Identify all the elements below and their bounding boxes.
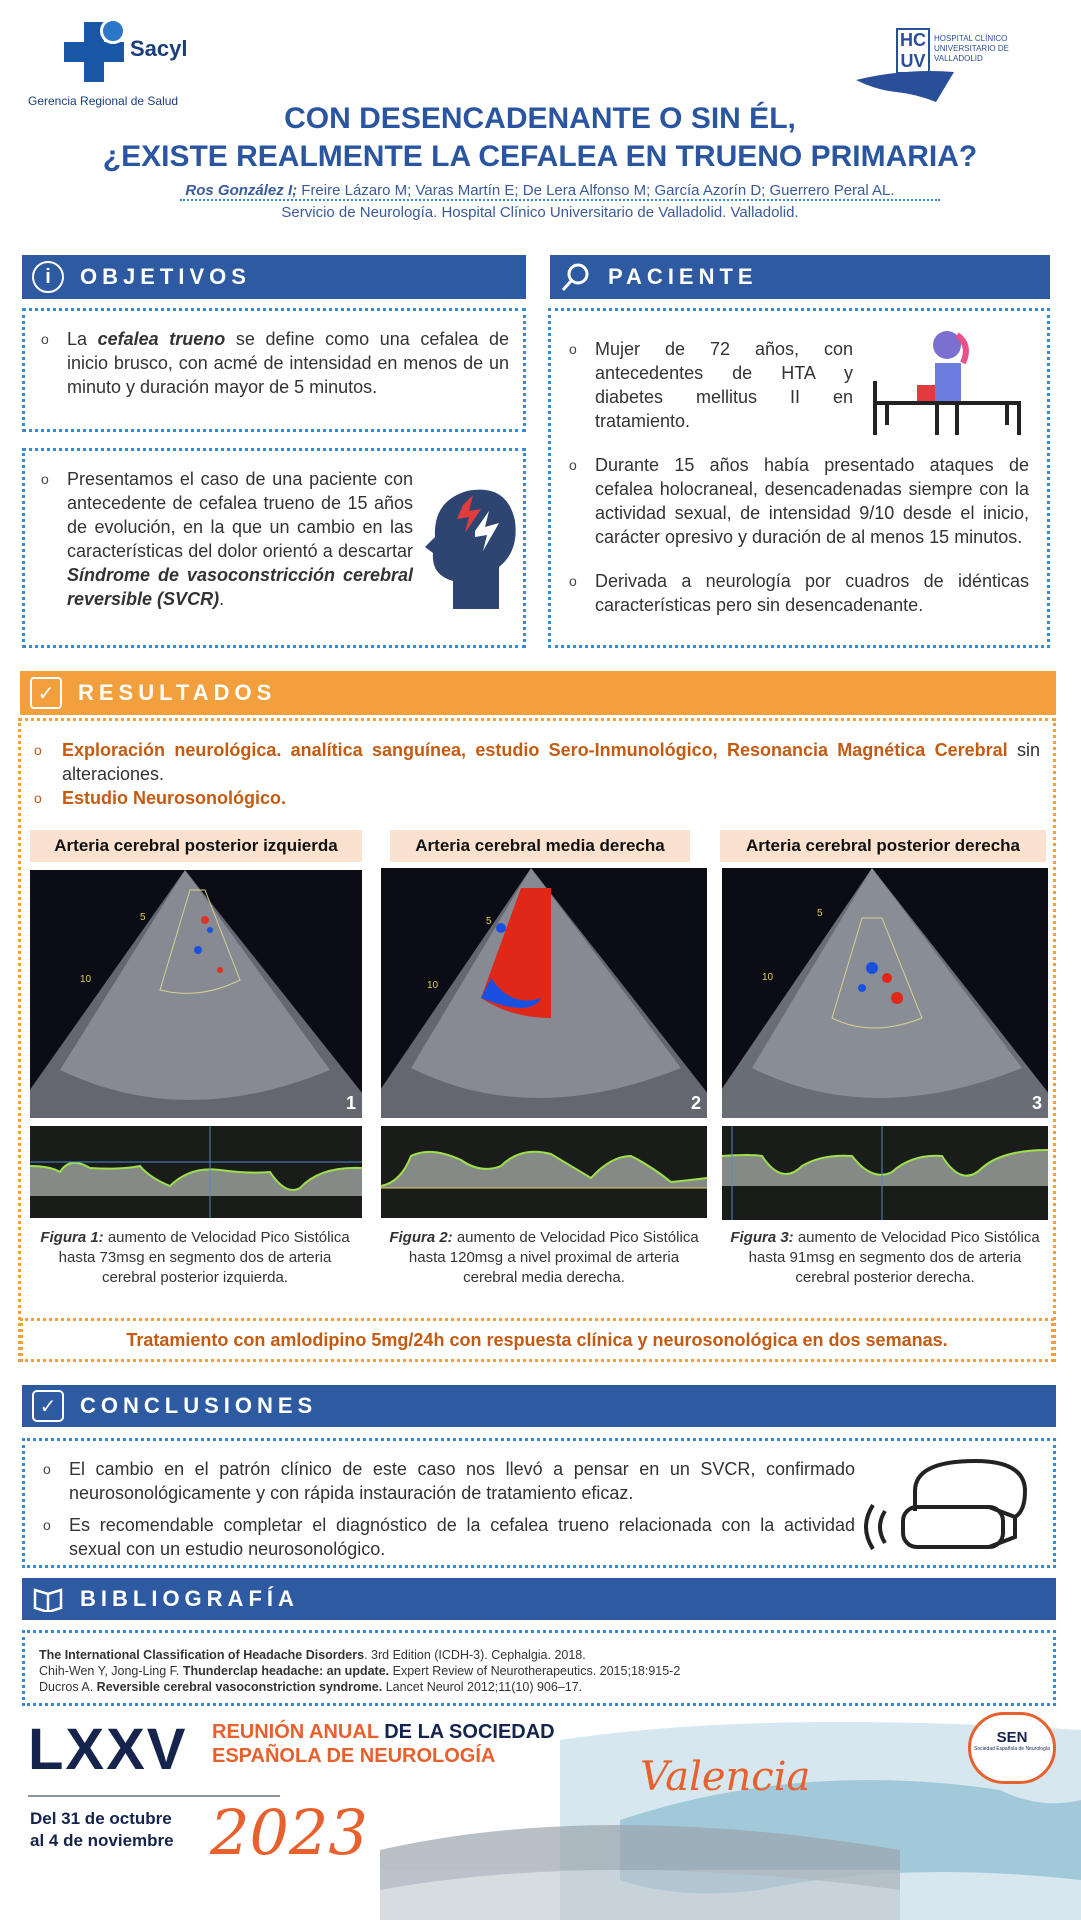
authors-divider — [180, 199, 940, 201]
figure-3-doppler — [722, 1126, 1048, 1220]
resultados-list — [28, 738, 1040, 810]
objetivos-item-1-post: se define como una cefalea de inicio brusco, con acmé de intensidad en menos de un minuto y duración mayor de 5 minutos. — [67, 329, 509, 397]
resultados-item-1-post: sin alteraciones. — [62, 740, 1040, 784]
figure-1-caption-text: aumento de Velocidad Pico Sistólica hasta 73msg en segmento dos de arteria cerebral posterior izquierda. — [58, 1229, 350, 1286]
paciente-item-1: o Mujer de 72 años, con antecedentes de HTA y diabetes mellitus II en tratamiento. — [561, 337, 853, 433]
svg-text:5: 5 — [140, 912, 146, 923]
bibliografia-box — [22, 1630, 1056, 1706]
resultados-item-1 — [28, 738, 1040, 786]
sacyl-cross-icon — [64, 22, 124, 82]
title-line-1: CON DESENCADENANTE O SIN ÉL, — [284, 102, 796, 135]
paciente-item-2: o Durante 15 años había presentado ataques de cefalea holocraneal, desencadenadas siempre con la actividad sexual, de intensidad 9/10 desde el inicio, carácter opresivo y duración de al menos 15 minutos. — [561, 453, 1029, 549]
paciente-heading: PACIENTE — [608, 264, 758, 289]
edition-number: LXXV — [28, 1717, 188, 1782]
resultados-header — [20, 671, 1056, 715]
congress-name-a: REUNIÓN ANUAL — [212, 1721, 379, 1743]
reference-1-text: . 3rd Edition (ICDH-3). Cephalgia. 2018. — [364, 1648, 586, 1662]
reference-2-authors: Chih-Wen Y, Jong-Ling F. — [39, 1664, 183, 1678]
sen-logo — [968, 1712, 1056, 1784]
objetivos-item-2-post: . — [219, 589, 225, 609]
reference-3-authors: Ducros A. — [39, 1680, 97, 1694]
book-icon — [32, 1583, 64, 1615]
congress-name-c: ESPAÑOLA DE NEUROLOGÍA — [212, 1745, 496, 1767]
conclusiones-heading: CONCLUSIONES — [80, 1393, 318, 1418]
sen-logo-text: SEN — [996, 1729, 1028, 1746]
ultrasound-probe-icon — [855, 1451, 1035, 1561]
bibliografia-header — [22, 1578, 1056, 1620]
conclusiones-item-2: o Es recomendable completar el diagnóstico de la cefalea trueno relacionada con la actividad sexual con un estudio neurosonológico. — [35, 1513, 855, 1561]
hcuv-box: HC UV — [896, 28, 930, 74]
checkbox-icon: ✓ — [32, 1390, 64, 1422]
figure-3-caption-text: aumento de Velocidad Pico Sistólica hasta 91msg en segmento dos de arteria cerebral posterior derecha. — [748, 1229, 1040, 1286]
first-author: Ros González I; — [185, 182, 298, 199]
figure-2-caption — [386, 1228, 702, 1288]
congress-dates-2: al 4 de noviembre — [30, 1831, 174, 1850]
sacyl-logo — [28, 18, 208, 113]
reference-3-title: Reversible cerebral vasoconstriction syndrome. — [96, 1680, 383, 1694]
objetivos-heading: OBJETIVOS — [80, 264, 251, 289]
objetivos-item-1 — [33, 327, 509, 399]
svg-text:5: 5 — [817, 908, 823, 919]
reference-2 — [39, 1663, 1053, 1679]
search-icon — [560, 261, 592, 293]
conclusiones-header — [22, 1385, 1056, 1427]
patient-sitting-icon — [867, 325, 1027, 445]
authors — [40, 182, 1040, 199]
figure-3-number: 3 — [1031, 1093, 1042, 1113]
figure-1-number: 1 — [345, 1093, 356, 1113]
info-icon: i — [32, 261, 64, 293]
sacyl-subtitle: Gerencia Regional de Salud — [28, 94, 179, 108]
objetivos-item-2 — [33, 467, 413, 611]
title-line-2: ¿EXISTE REALMENTE LA CEFALEA EN TRUENO PRIMARIA? — [102, 140, 978, 173]
congress-city: Valencia — [640, 1754, 811, 1800]
congress-dates-1: Del 31 de octubre — [30, 1809, 172, 1828]
figure-3-ultrasound — [722, 868, 1048, 1118]
congress-name-b: DE LA SOCIEDAD — [378, 1721, 555, 1743]
sacyl-name: Sacyl — [130, 36, 188, 61]
resultados-item-2-highlight: Estudio Neurosonológico. — [62, 788, 286, 808]
congress-year: 2023 — [210, 1796, 368, 1869]
paciente-item-3: o Derivada a neurología por cuadros de idénticas características pero sin desencadenante. — [561, 569, 1029, 617]
figure-2-caption-bold: Figura 2: — [389, 1229, 453, 1246]
sen-logo-subtext: Sociedad Española de Neurología — [974, 1746, 1050, 1752]
reference-1 — [39, 1647, 1053, 1663]
figure-3-label: Arteria cerebral posterior derecha — [720, 830, 1046, 862]
objetivos-box-1 — [22, 308, 526, 432]
treatment-text: Tratamiento con amlodipino 5mg/24h con respuesta clínica y neurosonológica en dos semanas. — [126, 1330, 948, 1350]
reference-2-text: Expert Review of Neurotherapeutics. 2015;18:915-2 — [389, 1664, 681, 1678]
figure-1-label: Arteria cerebral posterior izquierda — [30, 830, 362, 862]
hcuv-text: HOSPITAL CLÍNICO UNIVERSITARIO DE VALLADOLID — [934, 34, 1009, 63]
figure-1-caption-bold: Figura 1: — [40, 1229, 104, 1246]
figure-2-doppler — [381, 1126, 707, 1218]
paciente-header — [550, 255, 1050, 299]
other-authors: Freire Lázaro M; Varas Martín E; De Lera Alfonso M; García Azorín D; Guerrero Peral AL. — [297, 182, 895, 199]
svg-text:10: 10 — [762, 972, 774, 983]
resultados-item-2 — [28, 786, 1040, 810]
congress-footer — [0, 1700, 1081, 1920]
figure-3-caption — [726, 1228, 1044, 1288]
paciente-box — [548, 308, 1050, 648]
figure-3-caption-bold: Figura 3: — [730, 1229, 794, 1246]
reference-1-title: The International Classification of Headache Disorders — [39, 1648, 365, 1662]
reference-3-text: Lancet Neurol 2012;11(10) 906–17. — [382, 1680, 583, 1694]
figure-1-doppler — [30, 1126, 362, 1218]
figure-1-ultrasound — [30, 870, 362, 1118]
figure-2-number: 2 — [690, 1093, 701, 1113]
objetivos-box-2 — [22, 448, 526, 648]
headache-head-icon — [423, 481, 519, 611]
figure-2-caption-text: aumento de Velocidad Pico Sistólica hasta 120msg a nivel proximal de arteria cerebral media derecha. — [408, 1229, 699, 1286]
objetivos-item-2-pre: Presentamos el caso de una paciente con antecedente de cefalea trueno de 15 años de evolución, en la que un cambio en las características del dolor orientó a descartar — [67, 469, 413, 561]
conclusiones-box — [22, 1438, 1056, 1568]
svg-text:5: 5 — [486, 916, 492, 927]
congress-name — [212, 1720, 555, 1768]
svg-text:10: 10 — [427, 980, 439, 991]
objetivos-item-2-bold: Síndrome de vasoconstricción cerebral reversible (SVCR) — [67, 565, 413, 609]
reference-3 — [39, 1679, 1053, 1695]
figure-2-label: Arteria cerebral media derecha — [390, 830, 690, 862]
reference-2-title: Thunderclap headache: an update. — [182, 1664, 390, 1678]
svg-text:10: 10 — [80, 974, 92, 985]
figure-2-ultrasound — [381, 868, 707, 1118]
objetivos-item-1-pre: La — [67, 329, 98, 349]
resultados-heading: RESULTADOS — [78, 680, 277, 705]
clipboard-icon: ✓ — [30, 677, 62, 709]
objetivos-item-1-bold: cefalea trueno — [97, 329, 226, 349]
poster-title — [40, 100, 1040, 176]
conclusiones-item-1: o El cambio en el patrón clínico de este caso nos llevó a pensar en un SVCR, confirmado neurosonológicamente y con rápida instauración de tratamiento eficaz. — [35, 1457, 855, 1505]
resultados-item-1-highlight: Exploración neurológica. analítica sanguínea, estudio Sero-Inmunológico, Resonancia Magnética Cerebral — [62, 740, 1008, 760]
affiliation: Servicio de Neurología. Hospital Clínico Universitario de Valladolid. Valladolid. — [281, 204, 799, 221]
objetivos-header — [22, 255, 526, 299]
figure-1-caption — [36, 1228, 354, 1288]
bibliografia-heading: BIBLIOGRAFÍA — [80, 1586, 299, 1611]
congress-dates — [30, 1808, 174, 1852]
